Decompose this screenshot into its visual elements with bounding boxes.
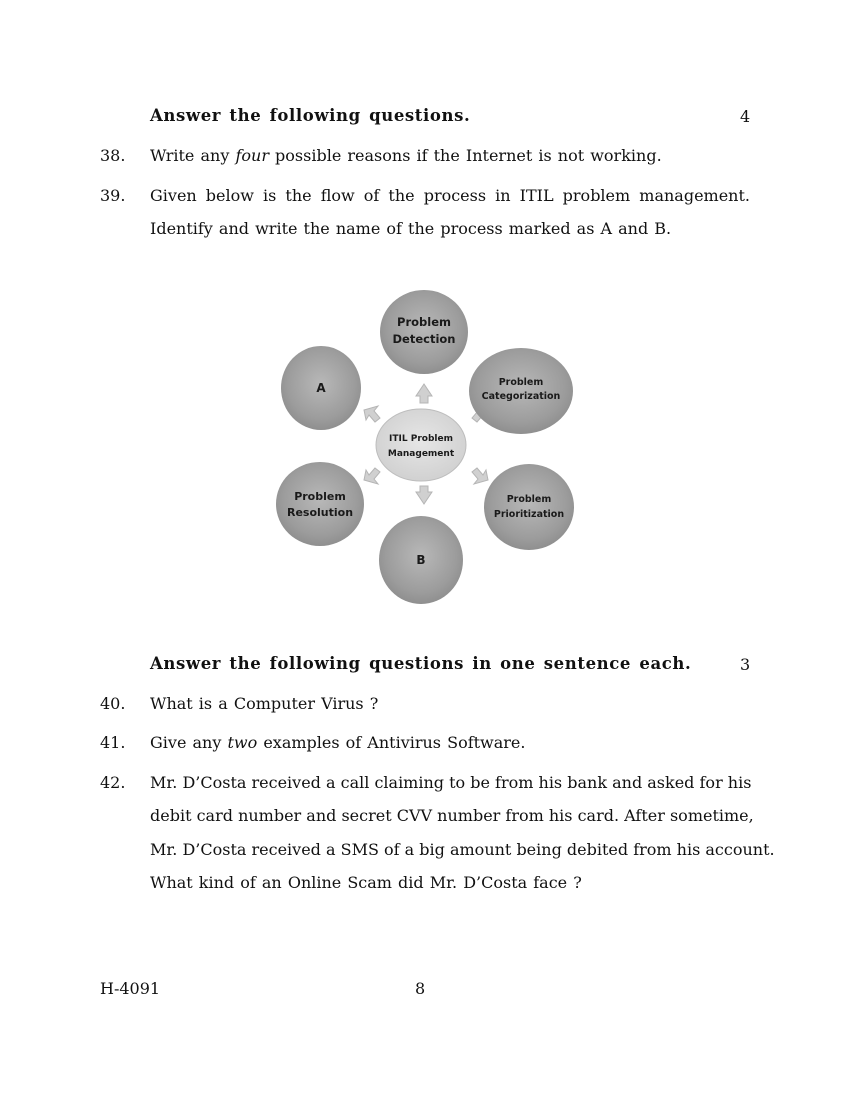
svg-text:Management: Management <box>387 449 455 459</box>
svg-text:A: A <box>316 381 326 395</box>
question-text-38: Write any four possible reasons if the Internet is not working. <box>150 146 662 165</box>
arrow-lower-right-icon <box>472 468 488 484</box>
section-heading-1: Answer the following questions. <box>150 106 471 125</box>
svg-text:Prioritization: Prioritization <box>493 509 565 520</box>
section-marks-2: 3 <box>740 655 751 674</box>
svg-text:Problem: Problem <box>397 315 451 329</box>
node-center-itil <box>376 409 466 481</box>
question-text-42-line4: What kind of an Online Scam did Mr. D’Costa face ? <box>150 873 582 892</box>
node-problem-resolution <box>276 462 364 546</box>
svg-text:Categorization: Categorization <box>481 391 561 402</box>
svg-text:Resolution: Resolution <box>286 506 354 519</box>
page-number: 8 <box>415 979 426 998</box>
question-text-42-line1: Mr. D’Costa received a call claiming to be from his bank and asked for his <box>150 773 752 792</box>
arrow-lower-left-icon <box>364 468 380 484</box>
arrow-up-icon <box>416 384 432 403</box>
node-problem-prioritization <box>484 464 574 550</box>
question-text-39-line2: Identify and write the name of the process marked as A and B. <box>150 219 672 238</box>
node-problem-detection <box>380 290 468 374</box>
question-number-42: 42. <box>100 773 126 792</box>
node-a <box>281 346 361 430</box>
paper-code: H-4091 <box>100 979 161 998</box>
section-heading-2: Answer the following questions in one sentence each. <box>150 654 692 673</box>
question-number-41: 41. <box>100 733 126 752</box>
question-text-42-line2: debit card number and secret CVV number from his card. After sometime, <box>150 806 754 825</box>
svg-text:ITIL Problem: ITIL Problem <box>389 434 453 444</box>
question-text-41: Give any two examples of Antivirus Software. <box>150 733 526 752</box>
svg-text:Problem: Problem <box>506 494 552 505</box>
svg-text:Detection: Detection <box>392 332 456 346</box>
section-marks-1: 4 <box>740 107 751 126</box>
node-problem-categorization <box>469 348 573 434</box>
question-text-42-line3: Mr. D’Costa received a SMS of a big amount being debited from his account. <box>150 840 775 859</box>
question-emphasis-41: two <box>227 733 258 752</box>
svg-text:Problem: Problem <box>498 377 544 388</box>
svg-text:Problem: Problem <box>294 490 346 503</box>
itil-process-diagram <box>270 280 590 610</box>
question-number-39: 39. <box>100 186 126 205</box>
question-emphasis-38: four <box>235 146 269 165</box>
arrow-down-icon <box>416 486 432 504</box>
arrow-upper-left-icon <box>364 406 380 422</box>
question-text-39-line1: Given below is the flow of the process in ITIL problem management. <box>150 186 750 205</box>
question-number-40: 40. <box>100 694 126 713</box>
question-number-38: 38. <box>100 146 126 165</box>
question-text-40: What is a Computer Virus ? <box>150 694 379 713</box>
svg-text:B: B <box>416 553 426 567</box>
node-b <box>379 516 463 604</box>
